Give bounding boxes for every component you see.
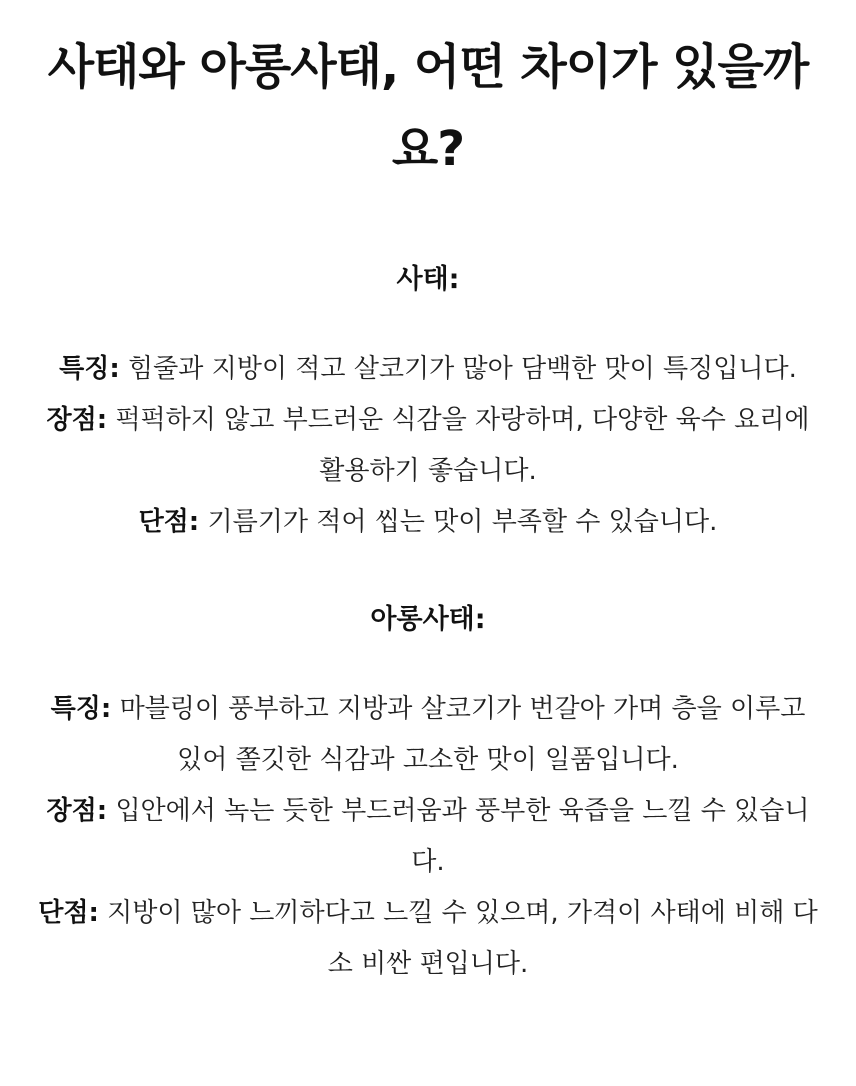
item-text: 힘줄과 지방이 적고 살코기가 많아 담백한 맛이 특징입니다. xyxy=(128,354,797,384)
item-text: 지방이 많아 느끼하다고 느낄 수 있으며, 가격이 사태에 비해 다소 비싼 편입니다. xyxy=(107,898,818,979)
list-item xyxy=(30,344,826,395)
section-heading: 사태: xyxy=(396,264,460,295)
section-sataе xyxy=(30,260,826,548)
section-heading: 아롱사태: xyxy=(370,604,486,635)
list-item xyxy=(30,497,826,548)
section-arong-satae xyxy=(30,600,826,990)
item-label: 단점: xyxy=(138,507,200,537)
list-item xyxy=(30,395,826,497)
page-title: 사태와 아롱사태, 어떤 차이가 있을까요? xyxy=(47,39,809,177)
item-list xyxy=(30,344,826,548)
item-text: 마블링이 풍부하고 지방과 살코기가 번갈아 가며 층을 이루고 있어 쫄깃한 식감과 고소한 맛이 일품입니다. xyxy=(119,694,806,775)
list-item xyxy=(30,684,826,786)
item-text: 퍽퍽하지 않고 부드러운 식감을 자랑하며, 다양한 육수 요리에 활용하기 좋습니다. xyxy=(115,405,810,486)
item-text: 입안에서 녹는 듯한 부드러움과 풍부한 육즙을 느낄 수 있습니다. xyxy=(115,796,810,877)
item-label: 특징: xyxy=(50,694,112,724)
list-item xyxy=(30,786,826,888)
item-label: 특징: xyxy=(59,354,120,384)
item-label: 단점: xyxy=(38,898,99,928)
item-list xyxy=(30,684,826,990)
item-label: 장점: xyxy=(46,405,108,435)
item-label: 장점: xyxy=(46,796,108,826)
list-item xyxy=(30,888,826,990)
item-text: 기름기가 적어 씹는 맛이 부족할 수 있습니다. xyxy=(207,507,718,537)
